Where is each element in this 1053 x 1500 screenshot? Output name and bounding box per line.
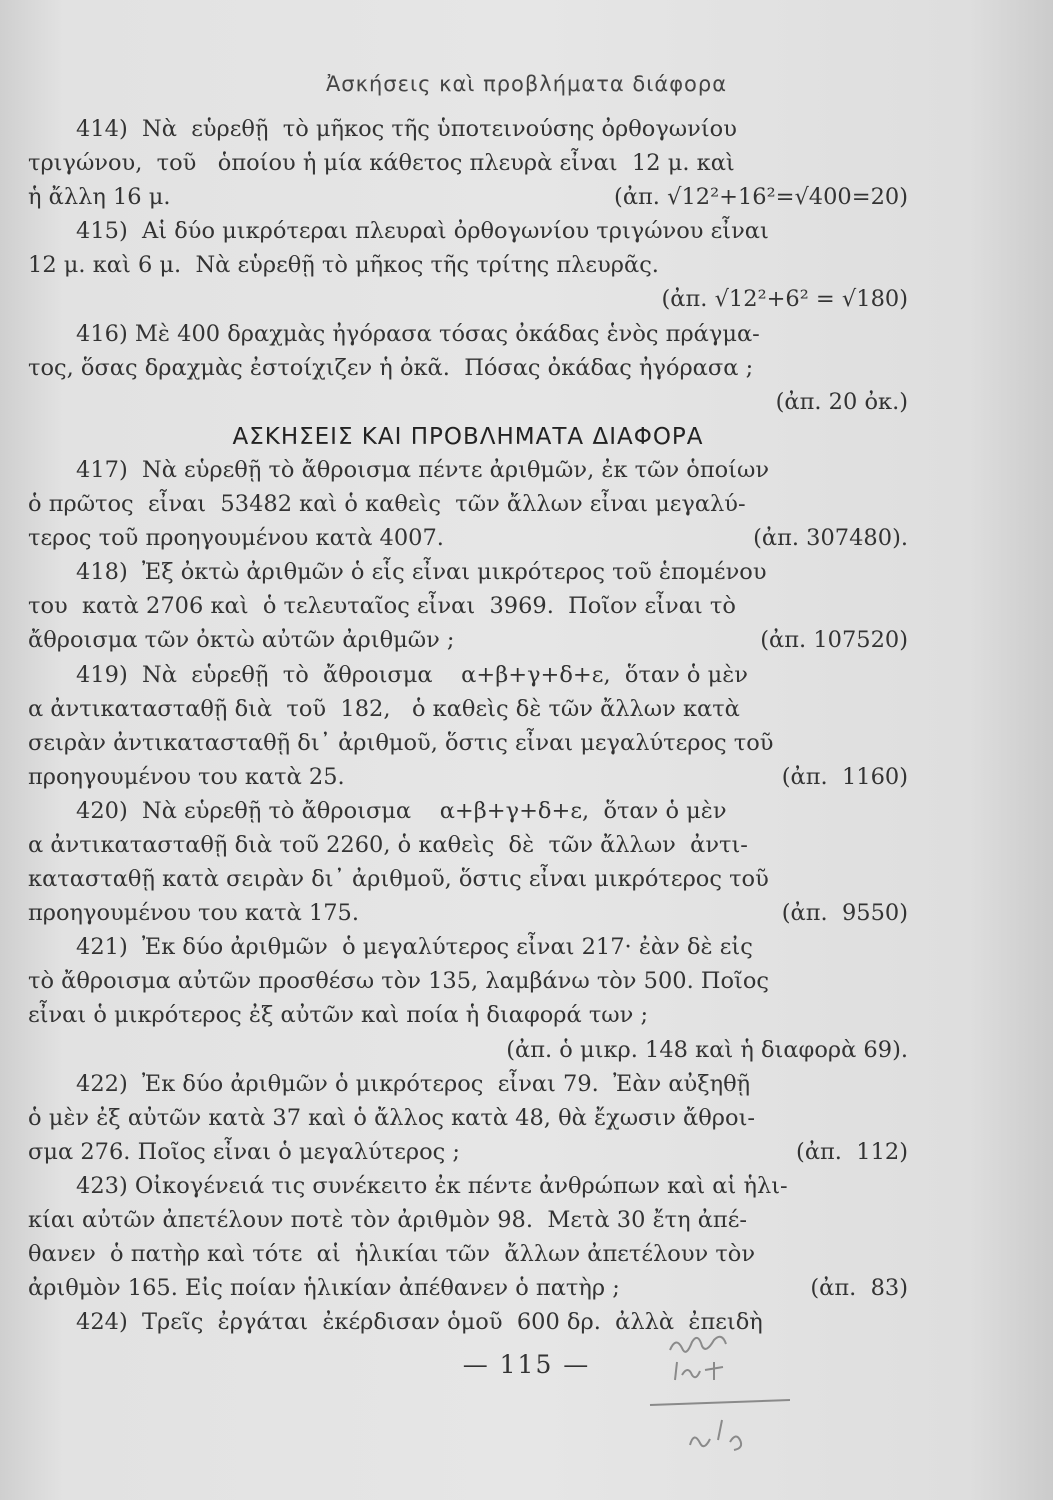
text-line <box>28 317 908 351</box>
text-line <box>28 555 908 589</box>
text-line <box>28 1237 908 1271</box>
text-line <box>28 180 908 214</box>
line-text: τριγώνου, τοῦ ὁποίου ἡ μία κάθετος πλευρὰ εἶναι 12 μ. καὶ <box>28 150 735 177</box>
section-heading: ΑΣΚΗΣΕΙΣ ΚΑΙ ΠΡΟΒΛΗΜΑΤΑ ΔΙΑΦΟΡΑ <box>232 423 704 450</box>
answer-text: (ἀπ. 107520) <box>760 627 908 654</box>
text-line <box>28 385 908 419</box>
text-line <box>28 896 908 930</box>
answer-text: (ἀπ. 83) <box>810 1275 908 1302</box>
line-text: κατασταθῇ κατὰ σειρὰν δι᾽ ἀριθμοῦ, ὅστις εἶναι μικρότερος τοῦ <box>28 866 769 893</box>
line-text: σμα 276. Ποῖος εἶναι ὁ μεγαλύτερος ; <box>28 1138 460 1165</box>
line-text: α ἀντικατασταθῇ διὰ τοῦ 2260, ὁ καθεὶς δὲ τῶν ἄλλων ἀντι- <box>28 831 748 858</box>
text-line <box>28 1203 908 1237</box>
page-number: — 115 — <box>462 1350 591 1379</box>
text-line <box>28 794 908 828</box>
line-text: 419) Νὰ εὑρεθῇ τὸ ἄθροισμα α+β+γ+δ+ε, ὅταν ὁ μὲν <box>76 661 748 688</box>
text-line <box>28 1033 908 1067</box>
answer-text: (ἀπ. 112) <box>796 1138 908 1165</box>
answer-text: (ἀπ. 307480). <box>753 525 908 552</box>
line-text: τος, ὅσας δραχμὰς ἐστοίχιζεν ἡ ὀκᾶ. Πόσας ὀκάδας ἠγόρασα ; <box>28 354 754 381</box>
line-text: προηγουμένου του κατὰ 25. <box>28 763 345 790</box>
line-text: ὁ μὲν ἐξ αὐτῶν κατὰ 37 καὶ ὁ ἄλλος κατὰ 48, θὰ ἔχωσιν ἄθροι- <box>28 1104 755 1131</box>
answer-text: (ἀπ. √12²+6² = √180) <box>661 286 908 313</box>
text-line <box>28 589 908 623</box>
line-text: 421) Ἐκ δύο ἀριθμῶν ὁ μεγαλύτερος εἶναι 217· ἐὰν δὲ εἰς <box>76 934 753 961</box>
text-line <box>28 1101 908 1135</box>
text-line <box>28 351 908 385</box>
text-line <box>28 453 908 487</box>
answer-text: (ἀπ. 9550) <box>781 900 908 927</box>
line-text: του κατὰ 2706 καὶ ὁ τελευταῖος εἶναι 3969. Ποῖον εἶναι τὸ <box>28 593 736 620</box>
body-text <box>28 112 908 1339</box>
line-text: 423) Οἰκογένειά τις συνέκειτο ἐκ πέντε ἀνθρώπων καὶ αἱ ἡλι- <box>76 1172 788 1199</box>
answer-text: (ἀπ. √12²+16²=√400=20) <box>614 184 908 211</box>
line-text: 414) Νὰ εὑρεθῇ τὸ μῆκος τῆς ὑποτεινούσης ὀρθογωνίου <box>76 116 737 142</box>
line-text: 422) Ἐκ δύο ἀριθμῶν ὁ μικρότερος εἶναι 79. Ἐὰν αὐξηθῇ <box>76 1070 751 1097</box>
text-line <box>28 112 908 146</box>
line-text: ὁ πρῶτος εἶναι 53482 καὶ ὁ καθεὶς τῶν ἄλλων εἶναι μεγαλύ- <box>28 491 746 518</box>
text-line <box>28 623 908 657</box>
line-text: κίαι αὐτῶν ἀπετέλουν ποτὲ τὸν ἀριθμὸν 98. Μετὰ 30 ἔτη ἀπέ- <box>28 1207 747 1233</box>
text-line <box>28 1067 908 1101</box>
line-text: 418) Ἐξ ὀκτὼ ἀριθμῶν ὁ εἷς εἶναι μικρότερος τοῦ ἑπομένου <box>76 559 767 586</box>
text-line <box>28 487 908 521</box>
text-line <box>28 930 908 964</box>
answer-text: (ἀπ. 20 ὀκ.) <box>775 388 908 415</box>
line-text: 415) Αἱ δύο μικρότεραι πλευραὶ ὀρθογωνίου τριγώνου εἶναι <box>76 218 769 245</box>
text-line <box>28 862 908 896</box>
line-text: 420) Νὰ εὑρεθῇ τὸ ἄθροισμα α+β+γ+δ+ε, ὅταν ὁ μὲν <box>76 797 727 824</box>
text-line <box>28 146 908 180</box>
line-text: 12 μ. καὶ 6 μ. Νὰ εὑρεθῇ τὸ μῆκος τῆς τρίτης πλευρᾶς. <box>28 252 659 279</box>
text-line <box>28 964 908 998</box>
line-text: 416) Μὲ 400 δραχμὰς ἠγόρασα τόσας ὀκάδας ἑνὸς πράγμα- <box>76 320 760 347</box>
line-text: θανεν ὁ πατὴρ καὶ τότε αἱ ἡλικίαι τῶν ἄλλων ἀπετέλουν τὸν <box>28 1241 756 1268</box>
line-text: α ἀντικατασταθῇ διὰ τοῦ 182, ὁ καθεὶς δὲ τῶν ἄλλων κατὰ <box>28 695 740 722</box>
line-text: προηγουμένου του κατὰ 175. <box>28 900 360 927</box>
line-text: ἀριθμὸν 165. Εἰς ποίαν ἡλικίαν ἀπέθανεν ὁ πατὴρ ; <box>28 1275 620 1302</box>
line-text: ἡ ἄλλη 16 μ. <box>28 184 171 211</box>
text-line <box>28 1135 908 1169</box>
running-head: Ἀσκήσεις καὶ προβλήματα διάφορα <box>325 72 728 96</box>
text-line <box>28 214 908 248</box>
line-text: σειρὰν ἀντικατασταθῇ δι᾽ ἀριθμοῦ, ὅστις εἶναι μεγαλύτερος τοῦ <box>28 729 774 756</box>
text-line <box>28 521 908 555</box>
text-line <box>28 248 908 282</box>
line-text: ἄθροισμα τῶν ὀκτὼ αὐτῶν ἀριθμῶν ; <box>28 627 455 654</box>
answer-text: (ἀπ. 1160) <box>781 763 908 790</box>
text-line <box>28 1271 908 1305</box>
text-line <box>28 658 908 692</box>
line-text: τερος τοῦ προηγουμένου κατὰ 4007. <box>28 525 444 552</box>
line-text: εἶναι ὁ μικρότερος ἐξ αὐτῶν καὶ ποία ἡ διαφορά των ; <box>28 1002 649 1029</box>
text-line <box>28 692 908 726</box>
pencil-marks <box>630 1320 790 1460</box>
text-line <box>28 282 908 316</box>
text-line <box>28 1169 908 1203</box>
text-line <box>28 726 908 760</box>
text-line <box>28 998 908 1032</box>
text-line <box>28 828 908 862</box>
line-text: τὸ ἄθροισμα αὐτῶν προσθέσω τὸν 135, λαμβάνω τὸν 500. Ποῖος <box>28 968 770 995</box>
text-line <box>28 760 908 794</box>
line-text: 417) Νὰ εὑρεθῇ τὸ ἄθροισμα πέντε ἀριθμῶν, ἐκ τῶν ὁποίων <box>76 456 770 483</box>
answer-text: (ἀπ. ὁ μικρ. 148 καὶ ἡ διαφορὰ 69). <box>506 1036 908 1063</box>
line-text: 424) Τρεῖς ἐργάται ἐκέρδισαν ὁμοῦ 600 δρ. ἀλλὰ ἐπειδὴ <box>76 1309 763 1336</box>
